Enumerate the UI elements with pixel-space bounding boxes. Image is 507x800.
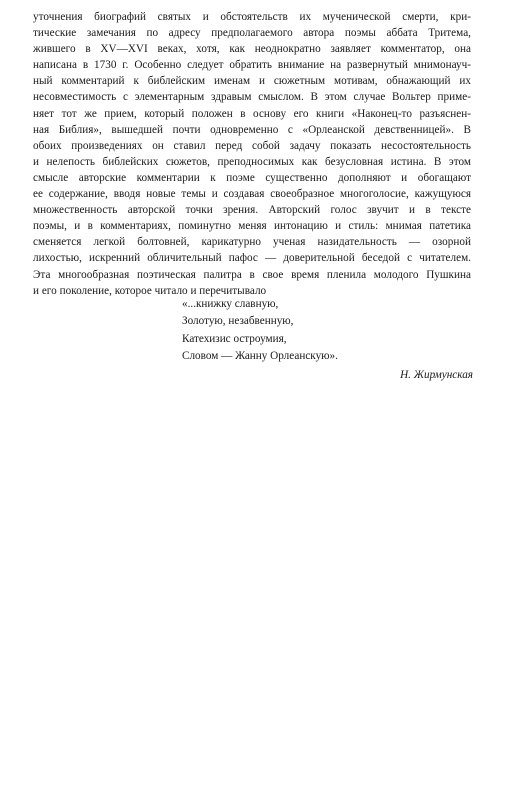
paragraph-line: тические замечания по адресу предполагаемого автора поэмы аббата Тритема, [33, 27, 471, 40]
paragraph-line: и нелепость библейских сюжетов, преподносимых как безусловная истина. В этом [33, 155, 471, 168]
author-signature: Н. Жирмунская [400, 369, 473, 381]
paragraph-line: сменяется легкой болтовней, карикатурно ученая назидательность — озорной [33, 236, 471, 249]
paragraph-line: несовместимость с элементарным здравым смыслом. В этом случае Вольтер приме- [33, 91, 471, 104]
poem-line: Катехизис остроумия, [182, 332, 287, 345]
paragraph-line: ее содержание, вводя новые темы и создавая своеобразное многоголосие, кажущуюся [33, 188, 471, 201]
body-paragraph [33, 9, 471, 299]
paragraph-line: множественность авторской точки зрения. Авторский голос звучит и в тексте [33, 204, 471, 217]
poem-line: «...книжку славную, [182, 298, 279, 310]
poem-quote [182, 296, 338, 366]
paragraph-line: няет тот же прием, который положен в основу его книги «Наконец-то разъяснен- [33, 107, 471, 120]
paragraph-line: обоих произведениях он ставил перед собой задачу показать несостоятельность [33, 139, 471, 152]
poem-line: Золотую, незабвенную, [182, 315, 294, 328]
paragraph-line: уточнения биографий святых и обстоятельств их мученической смерти, кри- [33, 11, 471, 23]
paragraph-line: Эта многообразная поэтическая палитра в свое время пленила молодого Пушкина [33, 268, 471, 281]
paragraph-line: и его поколение, которое читало и перечитывало [33, 284, 267, 297]
poem-line: Словом — Жанну Орлеанскую». [182, 350, 338, 363]
paragraph-line: лихостью, искренний обличительный пафос — доверительной беседой с читателем. [33, 252, 471, 265]
paragraph-line: написана в 1730 г. Особенно следует обратить внимание на развернутый мнимонауч- [33, 59, 471, 72]
paragraph-line: смысле авторские комментарии к поэме существенно дополняют и обогащают [33, 171, 471, 184]
paragraph-line: поэмы, и в комментариях, поминутно меняя интонацию и стиль: мнимая патетика [33, 220, 471, 233]
paragraph-line: ный комментарий к библейским именам и сюжетным мотивам, обнажающий их [33, 75, 471, 88]
paragraph-line: ная Библия», вышедшей почти одновременно с «Орлеанской девственницей». В [33, 123, 471, 136]
paragraph-line: жившего в XV—XVI веках, хотя, как неоднократно заявляет комментатор, она [33, 43, 471, 56]
